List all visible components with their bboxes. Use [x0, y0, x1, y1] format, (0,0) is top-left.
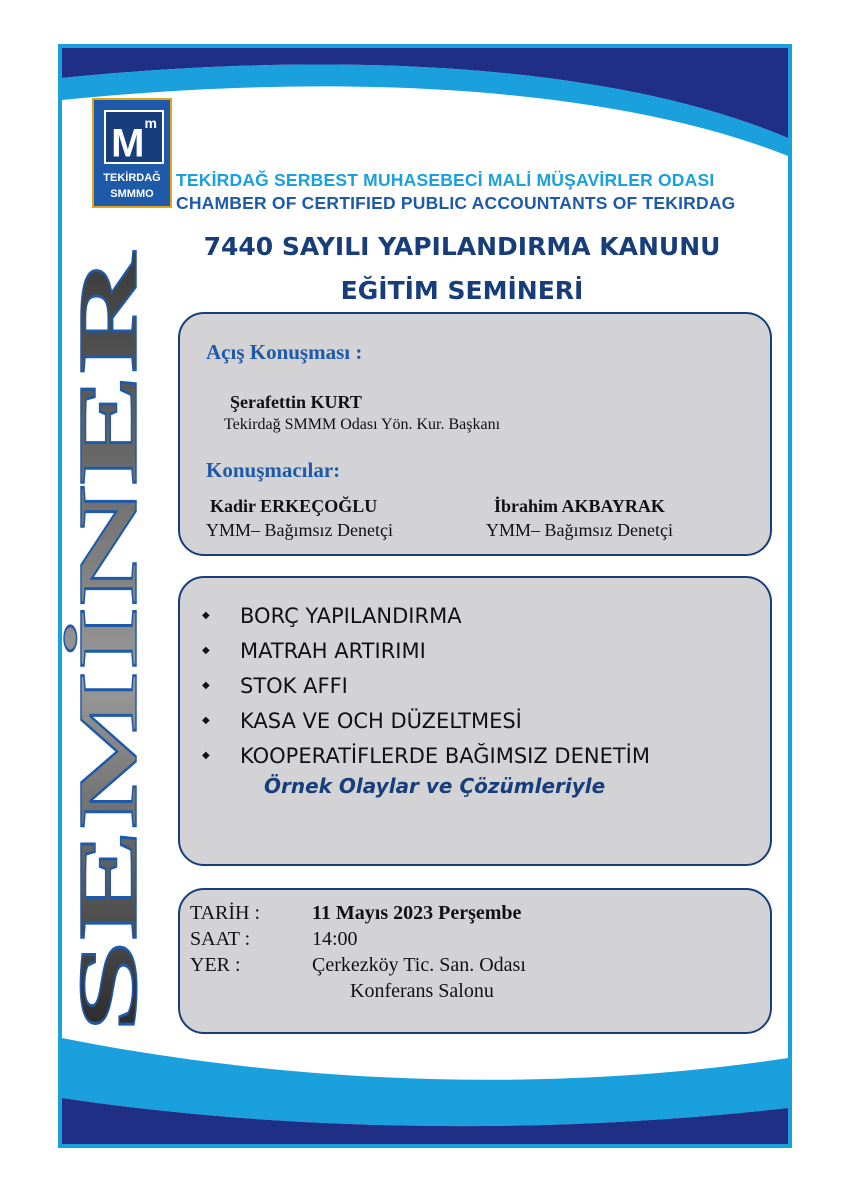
topic-label: STOK AFFI [240, 673, 348, 698]
time-value: 14:00 [312, 928, 358, 950]
speaker-2-name: İbrahim AKBAYRAK [494, 496, 665, 516]
poster-frame [58, 44, 792, 1148]
topic-label: KASA VE OCH DÜZELTMESİ [240, 708, 522, 733]
list-item [202, 703, 650, 738]
logo-letter: M [111, 121, 145, 166]
diamond-bullet-icon: ◆ [202, 715, 210, 726]
diamond-bullet-icon: ◆ [202, 750, 210, 761]
topics-box [178, 576, 772, 866]
event-details-box [178, 888, 772, 1034]
org-name-tr: TEKİRDAĞ SERBEST MUHASEBECİ MALİ MÜŞAVİRLER ODASI [176, 170, 715, 190]
date-value: 11 Mayıs 2023 Perşembe [312, 902, 522, 924]
list-item [202, 738, 650, 773]
opening-speaker-role: Tekirdağ SMMM Odası Yön. Kur. Başkanı [224, 416, 501, 433]
topic-label: BORÇ YAPILANDIRMA [240, 603, 462, 628]
topics-subtitle: Örnek Olaylar ve Çözümleriyle [264, 774, 606, 798]
logo-text-city: TEKİRDAĞ [103, 172, 161, 184]
side-word-text: SEMİNER [62, 640, 155, 1033]
side-word-graphic [62, 243, 155, 1043]
list-item [202, 598, 650, 633]
seminar-subtitle: EĞİTİM SEMİNERİ [340, 276, 584, 305]
date-label: TARİH : [190, 902, 261, 924]
topic-label: MATRAH ARTIRIMI [240, 638, 426, 663]
speaker-1-name: Kadir ERKEÇOĞLU [210, 496, 378, 516]
diamond-bullet-icon: ◆ [202, 680, 210, 691]
place-label: YER : [190, 954, 241, 976]
topic-list [202, 598, 650, 773]
speaker-1-role: YMM– Bağımsız Denetçi [206, 520, 393, 540]
seminar-title: 7440 SAYILI YAPILANDIRMA KANUNU [203, 232, 721, 261]
org-name-en: CHAMBER OF CERTIFIED PUBLIC ACCOUNTANTS OF TEKIRDAG [176, 193, 736, 213]
speaker-2-role: YMM– Bağımsız Denetçi [486, 520, 673, 540]
logo-mark [104, 110, 164, 164]
logo-superscript: m [144, 115, 157, 131]
speakers-heading: Konuşmacılar: [206, 458, 341, 482]
opening-speaker-name: Şerafettin KURT [230, 392, 362, 412]
topic-label: KOOPERATİFLERDE BAĞIMSIZ DENETİM [240, 743, 650, 768]
diamond-bullet-icon: ◆ [202, 645, 210, 656]
diamond-bullet-icon: ◆ [202, 610, 210, 621]
chamber-logo [92, 98, 172, 208]
speakers-box [178, 312, 772, 556]
opening-heading: Açış Konuşması : [206, 340, 363, 364]
list-item [202, 668, 650, 703]
list-item [202, 633, 650, 668]
place-value-hall: Konferans Salonu [350, 980, 494, 1002]
logo-text-abbr: SMMMO [110, 188, 154, 200]
place-value: Çerkezköy Tic. San. Odası [312, 954, 526, 976]
time-label: SAAT : [190, 928, 251, 950]
